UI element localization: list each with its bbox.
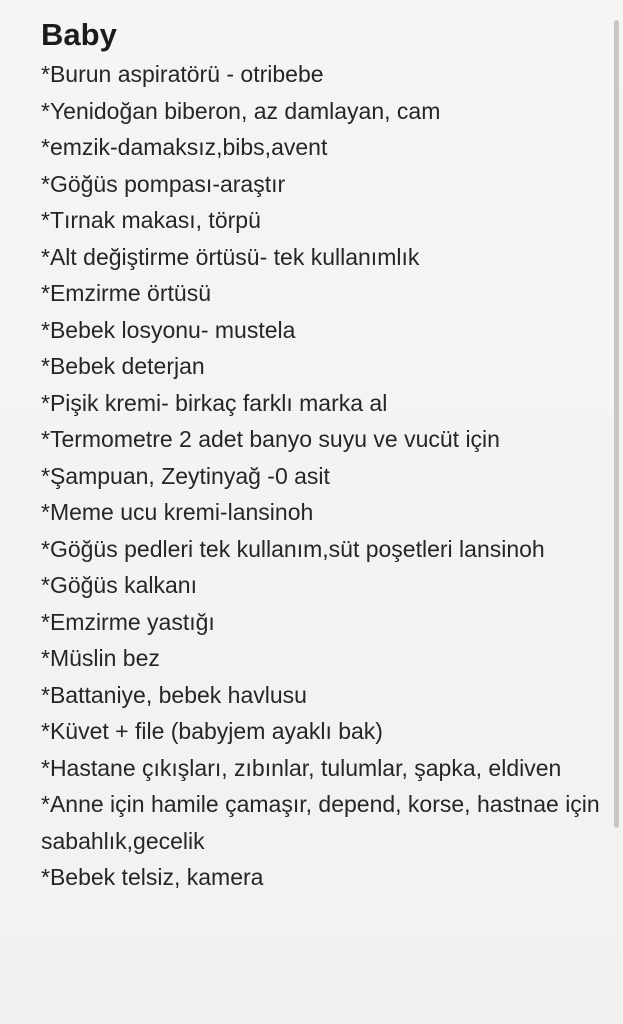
list-item: *Bebek losyonu- mustela	[41, 316, 296, 343]
list-item: *Hastane çıkışları, zıbınlar, tulumlar, şapka, eldiven	[41, 754, 562, 781]
list-item: *Küvet + file (babyjem ayaklı bak)	[41, 718, 383, 744]
list-item: *Bebek telsiz, kamera	[41, 864, 264, 890]
list-item: *Bebek deterjan	[41, 353, 205, 379]
list-item: *Göğüs kalkanı	[41, 572, 197, 598]
note-item-list	[41, 56, 601, 896]
list-item: *Battaniye, bebek havlusu	[41, 681, 307, 708]
list-item: *Yenidoğan biberon, az damlayan, cam	[41, 97, 441, 124]
list-item: *Meme ucu kremi-lansinoh	[41, 499, 314, 525]
list-item: *Şampuan, Zeytinyağ -0 asit	[41, 462, 330, 489]
list-item: *emzik-damaksız,bibs,avent	[41, 134, 328, 160]
list-item: *Alt değiştirme örtüsü- tek kullanımlık	[41, 243, 420, 270]
list-item: *Emzirme örtüsü	[41, 280, 211, 306]
list-item: *Müslin bez	[41, 645, 160, 671]
note-title: Baby	[41, 17, 117, 52]
list-item: *Tırnak makası, törpü	[41, 207, 261, 233]
note-body[interactable]	[41, 14, 601, 896]
scrollbar[interactable]	[609, 0, 623, 1024]
list-item: *Pişik kremi- birkaç farklı marka al	[41, 389, 388, 416]
list-item: *Burun aspiratörü - otribebe	[41, 61, 324, 87]
scrollbar-thumb[interactable]	[614, 20, 619, 828]
list-item: *Anne için hamile çamaşır, depend, korse, hastnae için sabahlık,gecelik	[41, 791, 600, 854]
list-item: *Göğüs pompası-araştır	[41, 170, 286, 197]
list-item: *Göğüs pedleri tek kullanım,süt poşetleri lansinoh	[41, 535, 545, 562]
list-item: *Termometre 2 adet banyo suyu ve vucüt için	[41, 426, 500, 452]
list-item: *Emzirme yastığı	[41, 608, 215, 635]
